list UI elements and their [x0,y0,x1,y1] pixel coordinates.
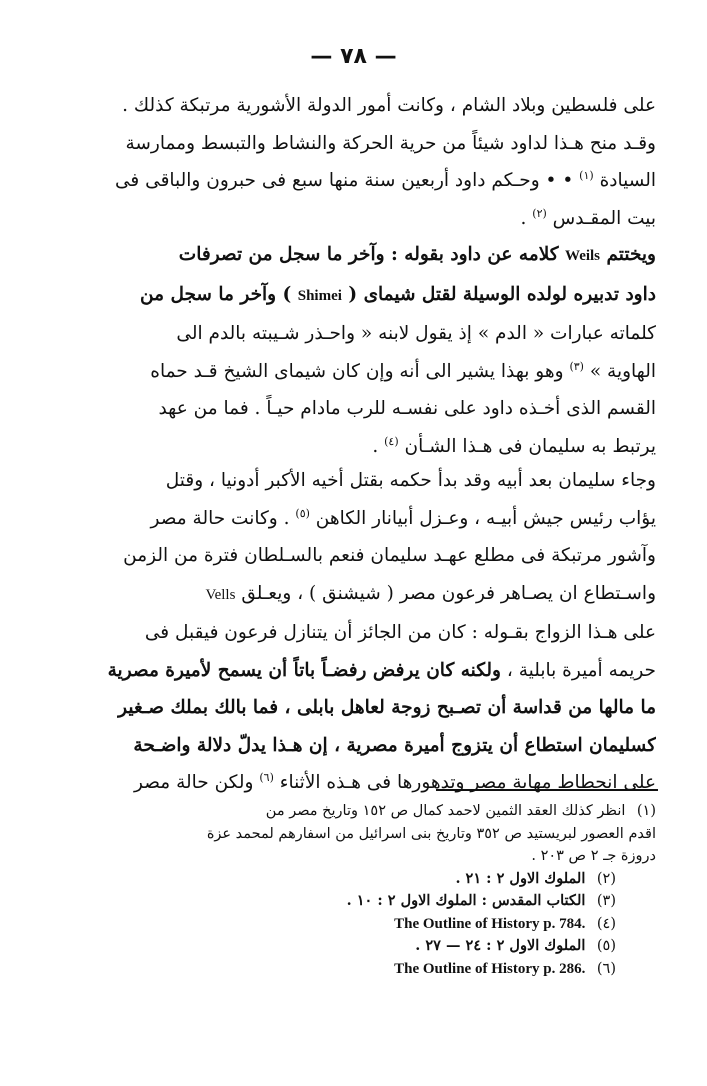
paragraph-3 [68,462,656,802]
footnote-ref: (١) [579,168,594,182]
paragraph-2 [68,236,656,465]
paragraph-1 [68,87,656,237]
footnote-item: (٢) الملوك الاول ٢ : ٢١ . [455,869,616,887]
latin-name: Shimei [297,287,342,304]
footnote-item: (٦) The Outline of History p. 286. [394,960,616,977]
text-line: ما مالها من قداسة أن تصـبح زوجة لعاهل بابلى ، فما بالك بملك صـغير [118,697,656,718]
text-line: يؤاب رئيس جيش أبيـه ، وعـزل أبيانار الكاهن $^{(٥)}$ . وكانت حالة مصر [150,506,656,529]
text-line: واسـتطاع ان يصـاهر فرعون مصر ( شيشنق ) ، ويعـلق Vells [205,582,656,604]
text-line: على انحطاط مهابة مصر وتدهورها فى هـذه الأثناء $^{(٦)}$ ولكن حالة مصر [134,770,656,793]
footnote-ref: (٢) [532,206,547,220]
footnote-ref: (٦) [259,770,274,784]
text-line: داود تدبيره لولده الوسيلة لقتل شيماى ( Shimei ) وآخر ما سجل من [140,283,656,305]
footnote-ref: (٣) [569,359,584,373]
footnote-item: (١) انظر كذلك العقد الثمين لاحمد كمال ص ١٥٢ وتاريخ مصر من [265,803,656,819]
text-line: بيت المقـدس $^{(٢)}$ . [520,206,656,229]
text-line: السيادة $^{(١)}$ • • وحـكم داود أربعين سنة منها سبع فى حبرون والباقى فى [115,168,656,191]
footnotes [68,800,656,980]
text-line: يرتبط به سليمان فى هـذا الشـأن $^{(٤)}$ . [372,434,656,457]
text-line: كلماته عبارات « الدم » إذ يقول لابنه « واحـذر شـيبته بالدم الى [176,323,656,344]
page-number: — ٧٨ — [310,44,397,69]
footnote-item: (٤) The Outline of History p. 784. [394,915,616,932]
footnote-item: دروزة جـ ٢ ص ٢٠٣ . [531,848,656,864]
text-line: وقـد منح هـذا لداود شيئاً من حرية الحركة والنشاط والتبسط وممارسة [125,132,656,154]
text-line: ويختتم Weils كلامه عن داود بقوله : وآخر ما سجل من تصرفات [178,244,656,265]
text-line: الهاوية » $^{(٣)}$ وهو بهذا يشير الى أنه وإن كان شيماى الشيخ قـد حماه [150,359,656,382]
text-line: وجاء سليمان بعد أبيه وقد بدأ حكمه بقتل أخيه الأكبر أدونيا ، وقتل [165,470,656,491]
footnote-divider [436,789,658,791]
text-line: حريمه أميرة بابلية ، ولكنه كان يرفض رفضـاً باتاً أن يسمح لأميرة مصرية [107,659,656,681]
latin-name: Weils [565,248,601,264]
text-line: القسم الذى أخـذه داود على نفسـه للرب مادام حيـاً . فما من عهد [158,398,656,419]
text-line: وآشور مرتبكة فى مطلع عهـد سليمان فنعم بالسـلطان فترة من الزمن [123,545,656,566]
footnote-item: (٥) الملوك الاول ٢ : ٢٤ — ٢٧ . [415,937,616,954]
footnote-item: (٣) الكتاب المقدس : الملوك الاول ٢ : ١٠ . [346,892,616,909]
latin-name: Vells [205,586,236,603]
footnote-item: اقدم العصور لبريستيد ص ٣٥٢ وتاريخ بنى اسرائيل من اسفارهم لمحمد عزة [206,825,656,842]
text-line: على فلسطين وبلاد الشام ، وكانت أمور الدولة الأشورية مرتبكة كذلك . [122,95,656,116]
text-line: على هـذا الزواج بقـوله : كان من الجائز أن يتنازل فرعون فيقبل فى [144,622,656,643]
text-line: كسليمان استطاع أن يتزوج أميرة مصرية ، إن هـذا يدلّ دلالة واضـحة [133,734,656,756]
footnote-ref: (٥) [295,506,310,520]
footnote-ref: (٤) [384,434,399,448]
